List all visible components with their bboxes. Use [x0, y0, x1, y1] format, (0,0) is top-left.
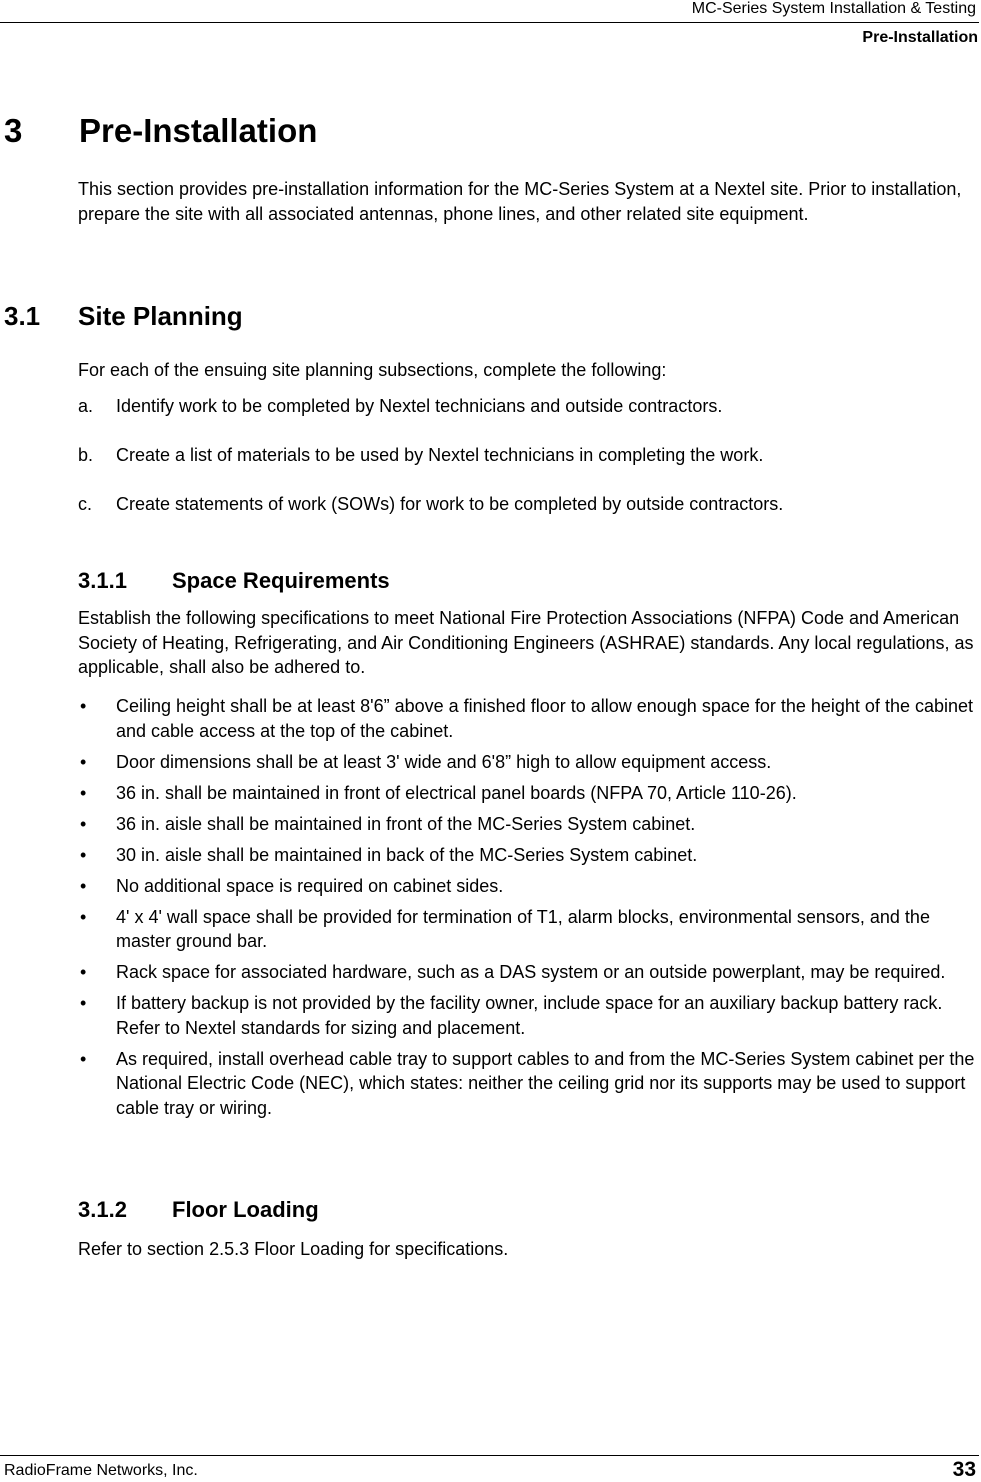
list-item — [78, 991, 978, 1040]
list-item — [78, 694, 978, 743]
list-item-text: As required, install overhead cable tray to support cables to and from the MC-Series System cabinet per the National Electric Code (NEC), which states: neither the ceiling grid nor its supports may be used to support cable tray or wiring. — [116, 1048, 975, 1118]
chapter-intro: This section provides pre-installation information for the MC-Series System at a Nextel site. Prior to installation, prepare the site with all associated antennas, phone lines, and other related site equipment. — [78, 179, 962, 224]
subsection-number: 3.1.1 — [78, 568, 127, 593]
section-title: Site Planning — [78, 301, 243, 331]
footer-company-name: RadioFrame Networks, Inc. — [4, 1462, 198, 1479]
step-marker: b. — [78, 445, 94, 465]
subsection-number: 3.1.2 — [78, 1197, 127, 1222]
site-planning-step — [78, 492, 978, 517]
list-item — [78, 874, 978, 899]
subsection-title: Floor Loading — [172, 1197, 319, 1222]
page-number: 33 — [952, 1458, 976, 1481]
subsection-heading-floor-loading — [78, 1197, 319, 1223]
list-item-text: No additional space is required on cabinet sides. — [116, 875, 504, 896]
list-item-text: 30 in. aisle shall be maintained in back of the MC-Series System cabinet. — [116, 844, 698, 865]
step-text: Identify work to be completed by Nextel technicians and outside contractors. — [116, 396, 723, 416]
step-marker: c. — [78, 494, 93, 514]
bullet-icon: • — [80, 782, 87, 803]
chapter-title: Pre-Installation — [79, 112, 318, 149]
list-item-text: If battery backup is not provided by the facility owner, include space for an auxiliary backup battery rack. Refer to Nextel standards for sizing and placement. — [116, 993, 943, 1038]
floor-loading-text: Refer to section 2.5.3 Floor Loading for specifications. — [78, 1239, 509, 1259]
list-item-text: Rack space for associated hardware, such as a DAS system or an outside powerplant, may be required. — [116, 962, 946, 982]
subsection-title: Space Requirements — [172, 568, 390, 593]
list-item-text: 4' x 4' wall space shall be provided for termination of T1, alarm blocks, environmental sensors, and the master ground bar. — [116, 906, 930, 951]
page-header — [0, 0, 979, 23]
list-item-text: 36 in. shall be maintained in front of electrical panel boards (NFPA 70, Article 110-26). — [116, 782, 797, 803]
list-item-text: Ceiling height shall be at least 8'6” above a finished floor to allow enough space for the height of the cabinet and cable access at the top of the cabinet. — [116, 696, 974, 741]
list-item — [78, 1047, 978, 1121]
bullet-icon: • — [80, 1048, 87, 1069]
bullet-icon: • — [80, 844, 87, 865]
bullet-icon: • — [80, 993, 87, 1013]
header-section-name: Pre-Installation — [862, 29, 978, 46]
list-item — [78, 905, 978, 954]
bullet-icon: • — [80, 962, 87, 982]
bullet-icon: • — [80, 751, 87, 772]
site-planning-step — [78, 443, 978, 468]
bullet-icon: • — [80, 813, 87, 834]
subsection-heading-space-requirements — [78, 568, 390, 594]
space-requirements-list — [78, 694, 978, 1127]
chapter-number: 3 — [4, 112, 23, 149]
step-text: Create statements of work (SOWs) for work to be completed by outside contractors. — [116, 494, 784, 514]
step-marker: a. — [78, 396, 94, 416]
site-planning-step — [78, 394, 978, 419]
bullet-icon: • — [80, 696, 87, 716]
chapter-heading — [4, 111, 317, 151]
step-text: Create a list of materials to be used by Nextel technicians in completing the work. — [116, 445, 764, 465]
list-item — [78, 843, 978, 868]
list-item — [78, 812, 978, 837]
list-item-text: Door dimensions shall be at least 3' wide and 6'8” high to allow equipment access. — [116, 751, 772, 772]
list-item-text: 36 in. aisle shall be maintained in front of the MC-Series System cabinet. — [116, 813, 696, 834]
section-heading-site-planning — [4, 300, 243, 332]
page-footer — [0, 1455, 979, 1482]
space-requirements-intro: Establish the following specifications to meet National Fire Protection Associations (NFPA) Code and American Society of Heating, Refrigerating, and Air Conditioning Engineers (ASHRAE) standards. Any local regulations, as applicable, shall also be adhered to. — [78, 608, 974, 677]
list-item — [78, 750, 978, 775]
header-document-title: MC-Series System Installation & Testing — [691, 0, 976, 17]
bullet-icon: • — [80, 906, 87, 927]
list-item — [78, 960, 978, 985]
section-number: 3.1 — [4, 301, 41, 331]
list-item — [78, 781, 978, 806]
site-planning-intro: For each of the ensuing site planning subsections, complete the following: — [78, 360, 667, 380]
bullet-icon: • — [80, 875, 87, 896]
